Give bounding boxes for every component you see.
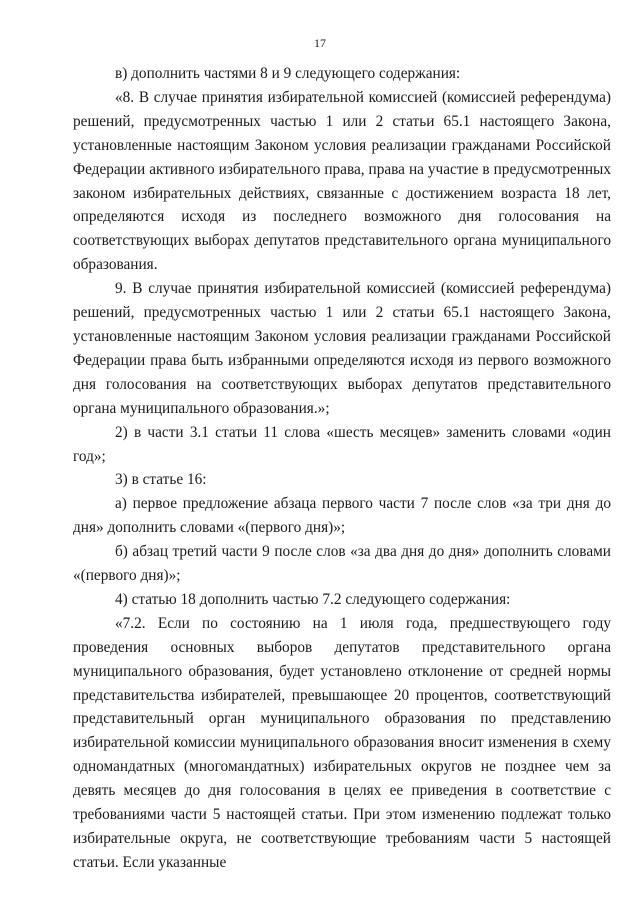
paragraph-item-3a: а) первое предложение абзаца первого части 7 после слов «за три дня до дня» дополнить словами «(первого дня)»;	[73, 495, 611, 537]
paragraph-item-4: 4) статью 18 дополнить частью 7.2 следующего содержания:	[115, 590, 511, 608]
document-body	[73, 62, 611, 875]
paragraph-item-3b: б) абзац третий части 9 после слов «за два дня до дня» дополнить словами «(первого дня)»;	[73, 543, 611, 585]
paragraph-part-8: «8. В случае принятия избирательной комиссией (комиссией референдума) решений, предусмотренных частью 1 или 2 статьи 65.1 настоящего Закона, установленные настоящим Законом условия реализации гражданами Российской Федерации активного избирательного права, права на участие в предусмотренных законом избирательных действиях, связанные с достижением возраста 18 лет, определяются исходя из последнего возможного дня голосования на соответствующих выборах депутатов представительного органа муниципального образования.	[73, 88, 611, 274]
paragraph-item-3: 3) в статье 16:	[115, 471, 207, 489]
paragraph-item-2: 2) в части 3.1 статьи 11 слова «шесть месяцев» заменить словами «один год»;	[73, 423, 611, 465]
paragraph-v: в) дополнить частями 8 и 9 следующего содержания:	[115, 65, 461, 82]
paragraph-part-9: 9. В случае принятия избирательной комиссией (комиссией референдума) решений, предусмотренных частью 1 или 2 статьи 65.1 настоящего Закона, установленные настоящим Законом условия реализации гражданами Российской Федерации права быть избранными определяются исходя из первого возможного дня голосования на соответствующих выборах депутатов представительного органа муниципального образования.»;	[73, 280, 611, 417]
page-number: 17	[314, 36, 326, 50]
paragraph-part-7-2: «7.2. Если по состоянию на 1 июля года, предшествующего году проведения основных выборов депутатов представительного органа муниципального образования, будет установлено отклонение от средней нормы представительства избирателей, превышающее 20 процентов, соответствующий представительный орган муниципального образования по представлению избирательной комиссии муниципального образования вносит изменения в схему одномандатных (многомандатных) избирательных округов не позднее чем за девять месяцев до дня голосования в целях ее приведения в соответствие с требованиями части 5 настоящей статьи. При этом изменению подлежат только избирательные округа, не соответствующие требованиям части 5 настоящей статьи. Если указанные	[73, 614, 611, 871]
